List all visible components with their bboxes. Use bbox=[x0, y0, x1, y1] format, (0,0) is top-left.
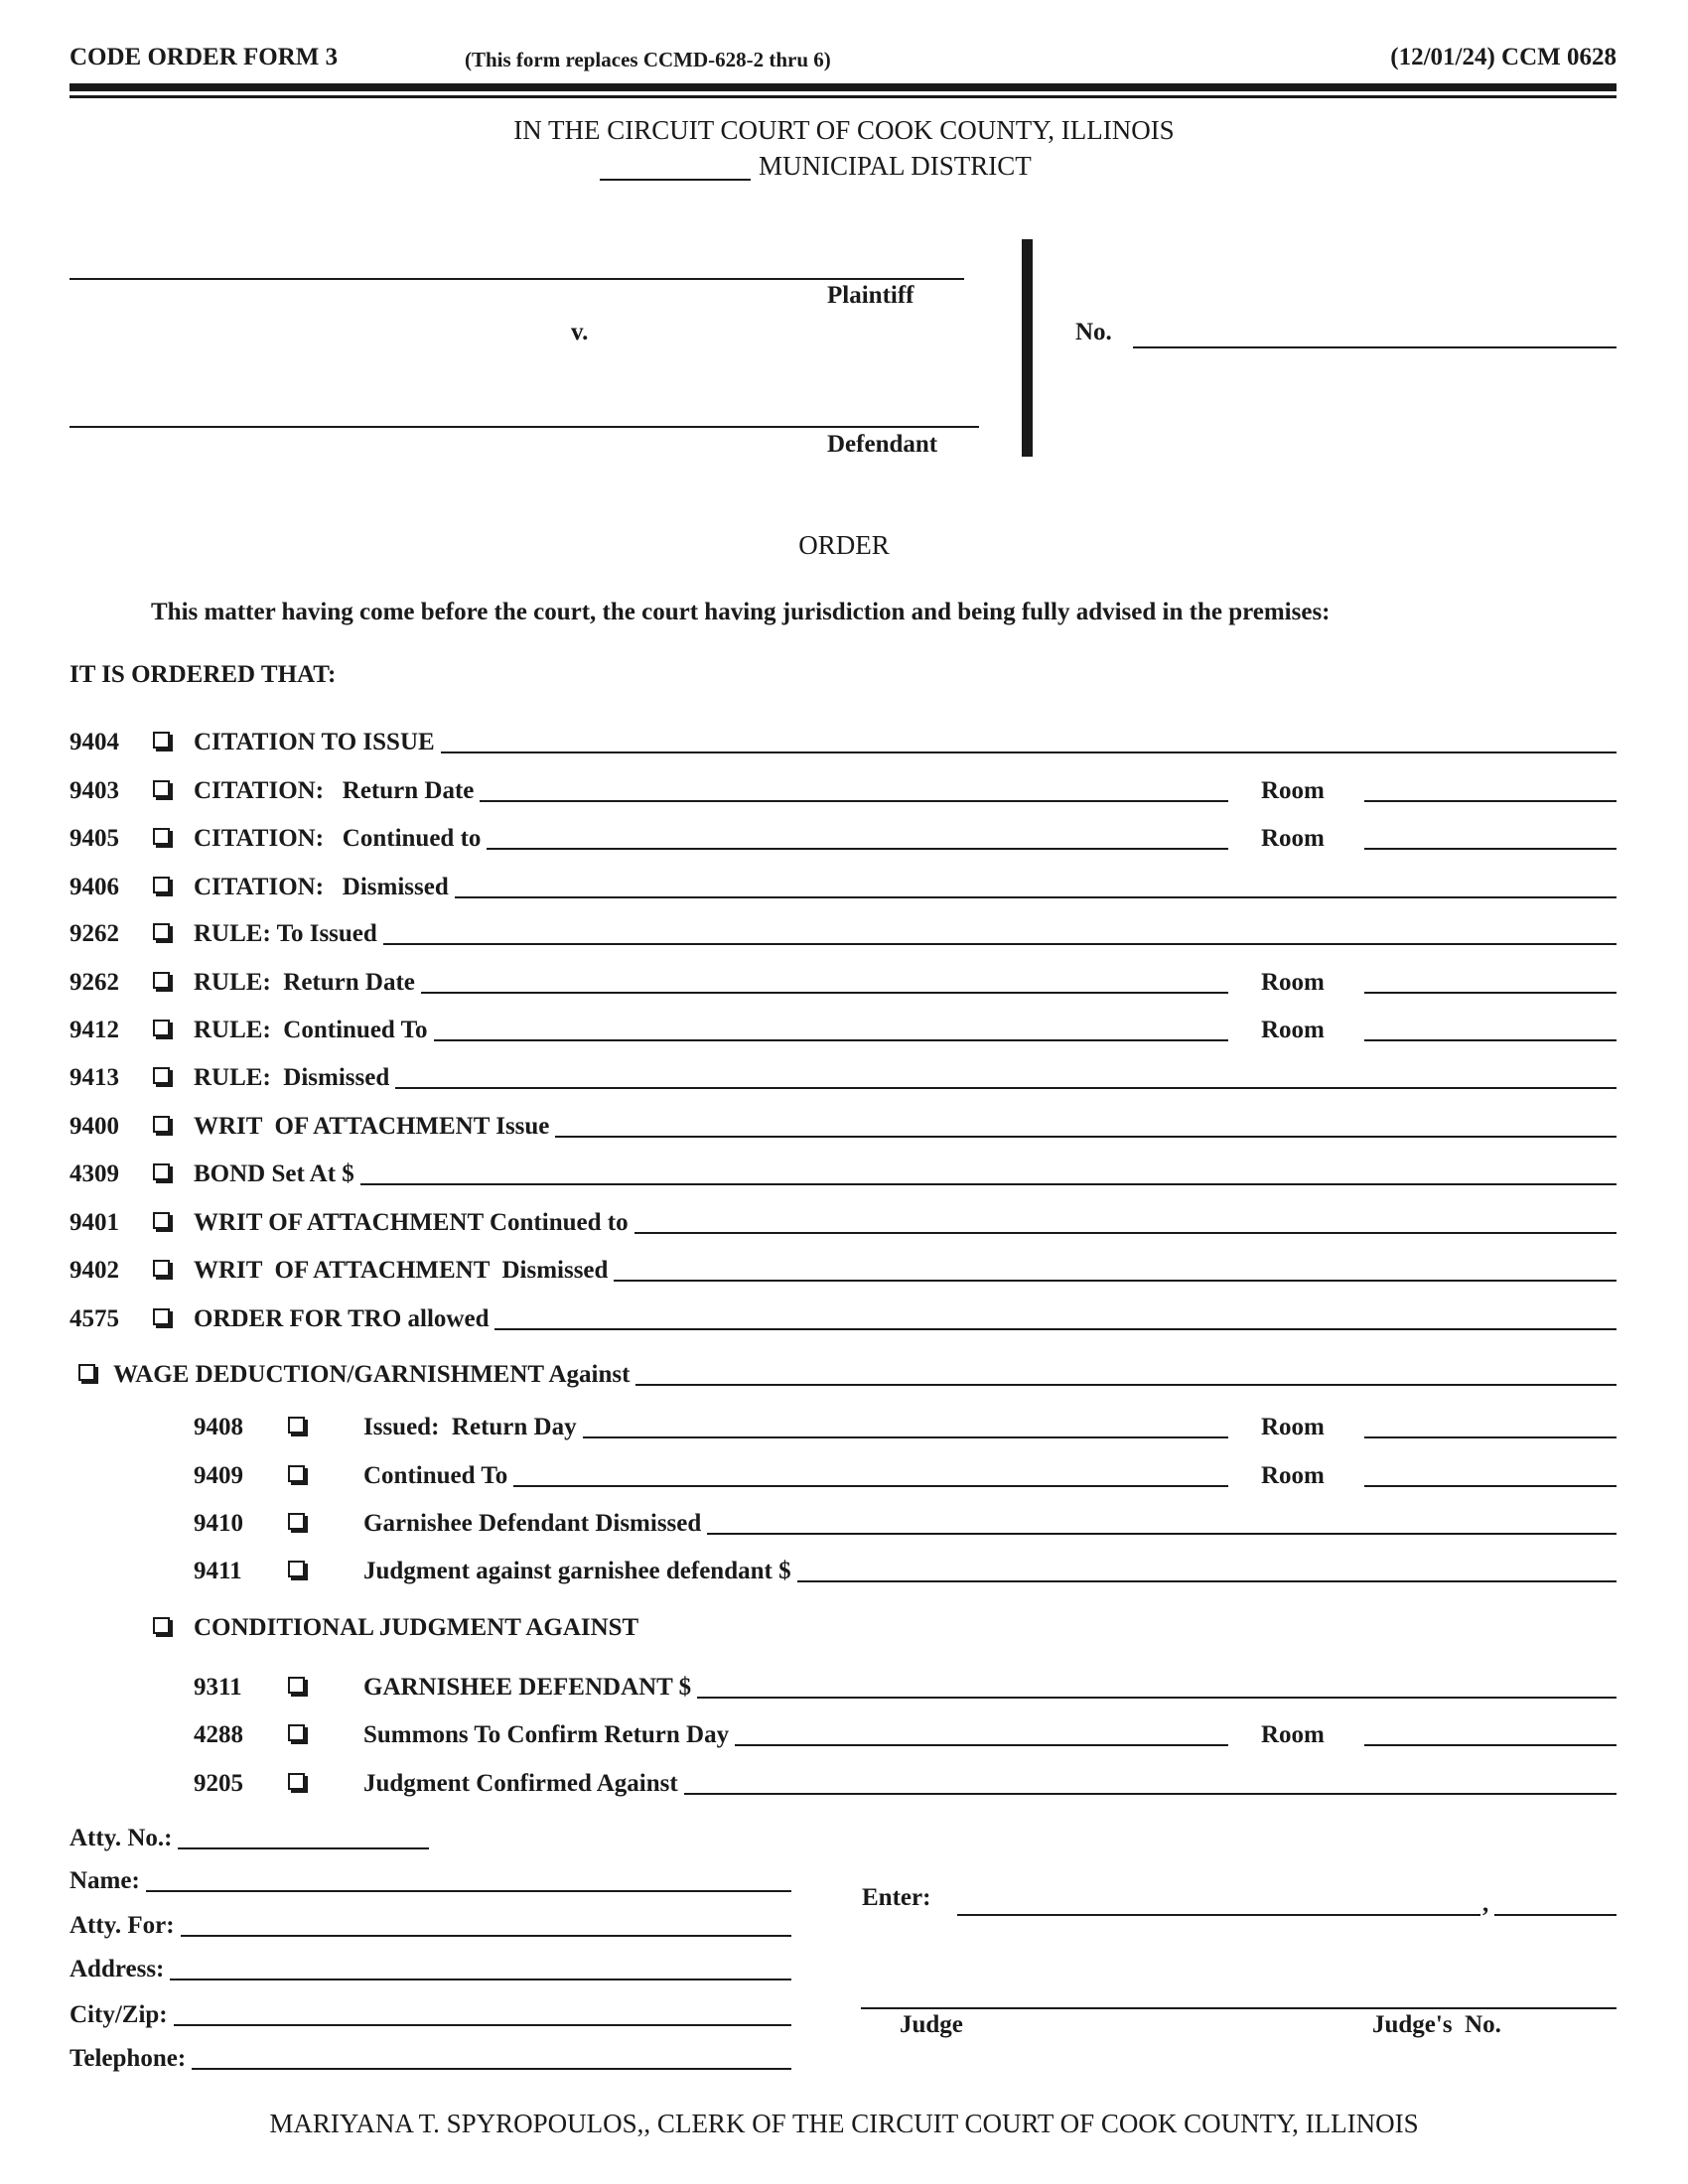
defendant-label: Defendant bbox=[827, 431, 938, 458]
checkbox[interactable] bbox=[288, 1561, 305, 1577]
city-zip-field[interactable] bbox=[174, 2024, 791, 2026]
item-label: CITATION: Continued to bbox=[194, 825, 482, 852]
item-label: WRIT OF ATTACHMENT Issue bbox=[194, 1113, 550, 1140]
atty-no-label: Atty. No.: bbox=[70, 1825, 173, 1851]
checkbox[interactable] bbox=[153, 1067, 170, 1084]
item-label: ORDER FOR TRO allowed bbox=[194, 1305, 490, 1332]
telephone-row bbox=[70, 2039, 791, 2073]
item-field[interactable] bbox=[383, 943, 1617, 945]
item-code: 9402 bbox=[70, 1257, 119, 1284]
item-label: WRIT OF ATTACHMENT Dismissed bbox=[194, 1257, 609, 1284]
order-item bbox=[70, 1155, 1617, 1188]
ordered-heading: IT IS ORDERED THAT: bbox=[70, 661, 337, 688]
checkbox[interactable] bbox=[153, 1617, 170, 1634]
item-label: Continued To bbox=[363, 1462, 508, 1489]
item-label: CITATION: Return Date bbox=[194, 777, 475, 804]
order-preamble: This matter having come before the court, the court having jurisdiction and being fully advised in the premises: bbox=[151, 599, 1331, 625]
case-no-label: No. bbox=[1075, 319, 1112, 345]
item-label: Issued: Return Day bbox=[363, 1414, 577, 1440]
checkbox[interactable] bbox=[288, 1465, 305, 1482]
form-name: CODE ORDER FORM 3 bbox=[70, 44, 339, 70]
telephone-field[interactable] bbox=[192, 2068, 791, 2070]
conditional-subitem bbox=[70, 1764, 1617, 1798]
item-code: 9400 bbox=[70, 1113, 119, 1140]
item-field[interactable] bbox=[697, 1697, 1617, 1699]
room-field[interactable] bbox=[1364, 1039, 1617, 1041]
order-title: ORDER bbox=[798, 530, 890, 560]
item-field[interactable] bbox=[455, 896, 1617, 898]
form-code: (12/01/24) CCM 0628 bbox=[1390, 44, 1617, 70]
conditional-subitem bbox=[70, 1668, 1617, 1702]
checkbox[interactable] bbox=[153, 877, 170, 893]
atty-no-field[interactable] bbox=[178, 1847, 429, 1849]
judge-label: Judge bbox=[900, 2011, 963, 2038]
item-label: Garnishee Defendant Dismissed bbox=[363, 1510, 702, 1537]
item-field[interactable] bbox=[583, 1436, 1228, 1438]
order-item bbox=[70, 771, 1617, 805]
order-item bbox=[70, 963, 1617, 997]
order-item bbox=[70, 723, 1617, 756]
item-field[interactable] bbox=[707, 1533, 1617, 1535]
item-field[interactable] bbox=[421, 992, 1228, 994]
name-field[interactable] bbox=[146, 1890, 791, 1892]
room-field[interactable] bbox=[1364, 992, 1617, 994]
room-field[interactable] bbox=[1364, 1436, 1617, 1438]
city-zip-row bbox=[70, 1995, 791, 2029]
header-rule-thick bbox=[70, 83, 1617, 91]
wage-deduction-item bbox=[78, 1355, 1617, 1389]
room-label: Room bbox=[1261, 825, 1325, 852]
item-code: 9413 bbox=[70, 1064, 119, 1091]
item-code: 9411 bbox=[194, 1558, 242, 1584]
name-row bbox=[70, 1861, 791, 1895]
room-label: Room bbox=[1261, 1017, 1325, 1043]
atty-no-row bbox=[70, 1819, 429, 1852]
address-field[interactable] bbox=[170, 1979, 791, 1980]
item-code: 9311 bbox=[194, 1674, 242, 1701]
order-item bbox=[70, 1058, 1617, 1092]
item-label: Judgment against garnishee defendant $ bbox=[363, 1558, 791, 1584]
enter-comma: , bbox=[1482, 1890, 1489, 1917]
city-zip-label: City/Zip: bbox=[70, 2001, 168, 2028]
room-label: Room bbox=[1261, 1721, 1325, 1748]
checkbox[interactable] bbox=[153, 923, 170, 940]
checkbox[interactable] bbox=[153, 1163, 170, 1180]
item-field[interactable] bbox=[434, 1039, 1229, 1041]
item-code: 9403 bbox=[70, 777, 119, 804]
item-field[interactable] bbox=[487, 848, 1228, 850]
item-code: 9262 bbox=[70, 969, 119, 996]
enter-date-field[interactable] bbox=[957, 1914, 1480, 1916]
room-field[interactable] bbox=[1364, 848, 1617, 850]
item-code: 4288 bbox=[194, 1721, 243, 1748]
conditional-subitem bbox=[70, 1715, 1617, 1749]
room-label: Room bbox=[1261, 969, 1325, 996]
room-field[interactable] bbox=[1364, 800, 1617, 802]
district-label: MUNICIPAL DISTRICT bbox=[759, 151, 1032, 181]
item-code: 9406 bbox=[70, 874, 119, 900]
checkbox[interactable] bbox=[288, 1724, 305, 1741]
order-item bbox=[70, 1251, 1617, 1285]
item-code: 9405 bbox=[70, 825, 119, 852]
item-label: BOND Set At $ bbox=[194, 1160, 354, 1187]
order-item bbox=[70, 1107, 1617, 1141]
item-field[interactable] bbox=[614, 1280, 1617, 1282]
item-code: 9401 bbox=[70, 1209, 119, 1236]
item-field[interactable] bbox=[634, 1232, 1617, 1234]
item-field[interactable] bbox=[360, 1183, 1617, 1185]
item-label: RULE: Return Date bbox=[194, 969, 415, 996]
checkbox[interactable] bbox=[153, 1308, 170, 1325]
item-label: Summons To Confirm Return Day bbox=[363, 1721, 730, 1748]
atty-for-field[interactable] bbox=[181, 1935, 791, 1937]
order-item bbox=[70, 914, 1617, 948]
item-field[interactable] bbox=[684, 1793, 1617, 1795]
address-label: Address: bbox=[70, 1956, 165, 1982]
checkbox[interactable] bbox=[153, 972, 170, 989]
wage-field[interactable] bbox=[635, 1384, 1617, 1386]
room-field[interactable] bbox=[1364, 1485, 1617, 1487]
item-field[interactable] bbox=[441, 751, 1617, 753]
atty-for-row bbox=[70, 1906, 791, 1940]
item-field[interactable] bbox=[735, 1744, 1228, 1746]
name-label: Name: bbox=[70, 1867, 140, 1894]
enter-year-field[interactable] bbox=[1494, 1914, 1617, 1916]
versus-label: v. bbox=[571, 319, 589, 345]
plaintiff-label: Plaintiff bbox=[827, 282, 914, 309]
conditional-label: CONDITIONAL JUDGMENT AGAINST bbox=[194, 1614, 639, 1641]
item-field[interactable] bbox=[480, 800, 1228, 802]
clerk-footer: MARIYANA T. SPYROPOULOS,, CLERK OF THE CIRCUIT COURT OF COOK COUNTY, ILLINOIS bbox=[269, 2109, 1419, 2138]
order-item bbox=[70, 1299, 1617, 1333]
item-field[interactable] bbox=[797, 1580, 1617, 1582]
atty-for-label: Atty. For: bbox=[70, 1912, 175, 1939]
order-item bbox=[70, 819, 1617, 853]
checkbox[interactable] bbox=[153, 732, 170, 749]
checkbox[interactable] bbox=[153, 1020, 170, 1036]
order-item bbox=[70, 1203, 1617, 1237]
wage-label: WAGE DEDUCTION/GARNISHMENT Against bbox=[113, 1361, 631, 1388]
item-label: CITATION TO ISSUE bbox=[194, 729, 435, 755]
judge-no-label: Judge's No. bbox=[1372, 2011, 1501, 2038]
item-code: 9409 bbox=[194, 1462, 243, 1489]
plaintiff-field[interactable] bbox=[70, 278, 964, 280]
header-rule-thin bbox=[70, 95, 1617, 98]
item-field[interactable] bbox=[555, 1136, 1617, 1138]
item-label: CITATION: Dismissed bbox=[194, 874, 449, 900]
caption-divider bbox=[1022, 239, 1033, 457]
item-field[interactable] bbox=[513, 1485, 1228, 1487]
item-field[interactable] bbox=[395, 1087, 1617, 1089]
item-label: RULE: To Issued bbox=[194, 920, 377, 947]
defendant-field[interactable] bbox=[70, 426, 979, 428]
item-code: 4309 bbox=[70, 1160, 119, 1187]
wage-subitem bbox=[70, 1552, 1617, 1585]
checkbox[interactable] bbox=[288, 1773, 305, 1790]
enter-label: Enter: bbox=[862, 1884, 931, 1911]
item-code: 9205 bbox=[194, 1770, 243, 1797]
item-label: Judgment Confirmed Against bbox=[363, 1770, 678, 1797]
checkbox[interactable] bbox=[153, 1260, 170, 1277]
room-label: Room bbox=[1261, 1462, 1325, 1489]
order-item bbox=[70, 1011, 1617, 1044]
item-label: RULE: Dismissed bbox=[194, 1064, 390, 1091]
checkbox[interactable] bbox=[288, 1417, 305, 1433]
order-item bbox=[70, 868, 1617, 901]
case-no-field[interactable] bbox=[1133, 346, 1617, 348]
item-code: 4575 bbox=[70, 1305, 119, 1332]
checkbox[interactable] bbox=[153, 1116, 170, 1133]
room-field[interactable] bbox=[1364, 1744, 1617, 1746]
item-code: 9262 bbox=[70, 920, 119, 947]
item-code: 9410 bbox=[194, 1510, 243, 1537]
wage-subitem bbox=[70, 1408, 1617, 1441]
checkbox[interactable] bbox=[153, 780, 170, 797]
room-label: Room bbox=[1261, 1414, 1325, 1440]
court-title: IN THE CIRCUIT COURT OF COOK COUNTY, ILLINOIS bbox=[513, 115, 1175, 145]
item-code: 9408 bbox=[194, 1414, 243, 1440]
item-code: 9412 bbox=[70, 1017, 119, 1043]
item-label: WRIT OF ATTACHMENT Continued to bbox=[194, 1209, 629, 1236]
replaces-note: (This form replaces CCMD-628-2 thru 6) bbox=[465, 48, 831, 71]
conditional-judgment-item bbox=[153, 1608, 1617, 1642]
wage-subitem bbox=[70, 1456, 1617, 1490]
item-label: RULE: Continued To bbox=[194, 1017, 428, 1043]
checkbox[interactable] bbox=[288, 1513, 305, 1530]
address-row bbox=[70, 1950, 791, 1983]
district-field[interactable] bbox=[600, 179, 751, 181]
item-label: GARNISHEE DEFENDANT $ bbox=[363, 1674, 692, 1701]
judge-signature-field[interactable] bbox=[861, 2007, 1617, 2009]
room-label: Room bbox=[1261, 777, 1325, 804]
item-field[interactable] bbox=[494, 1328, 1617, 1330]
item-code: 9404 bbox=[70, 729, 119, 755]
checkbox[interactable] bbox=[153, 828, 170, 845]
checkbox[interactable] bbox=[288, 1677, 305, 1694]
checkbox[interactable] bbox=[78, 1364, 95, 1381]
telephone-label: Telephone: bbox=[70, 2045, 187, 2072]
checkbox[interactable] bbox=[153, 1212, 170, 1229]
wage-subitem bbox=[70, 1504, 1617, 1538]
